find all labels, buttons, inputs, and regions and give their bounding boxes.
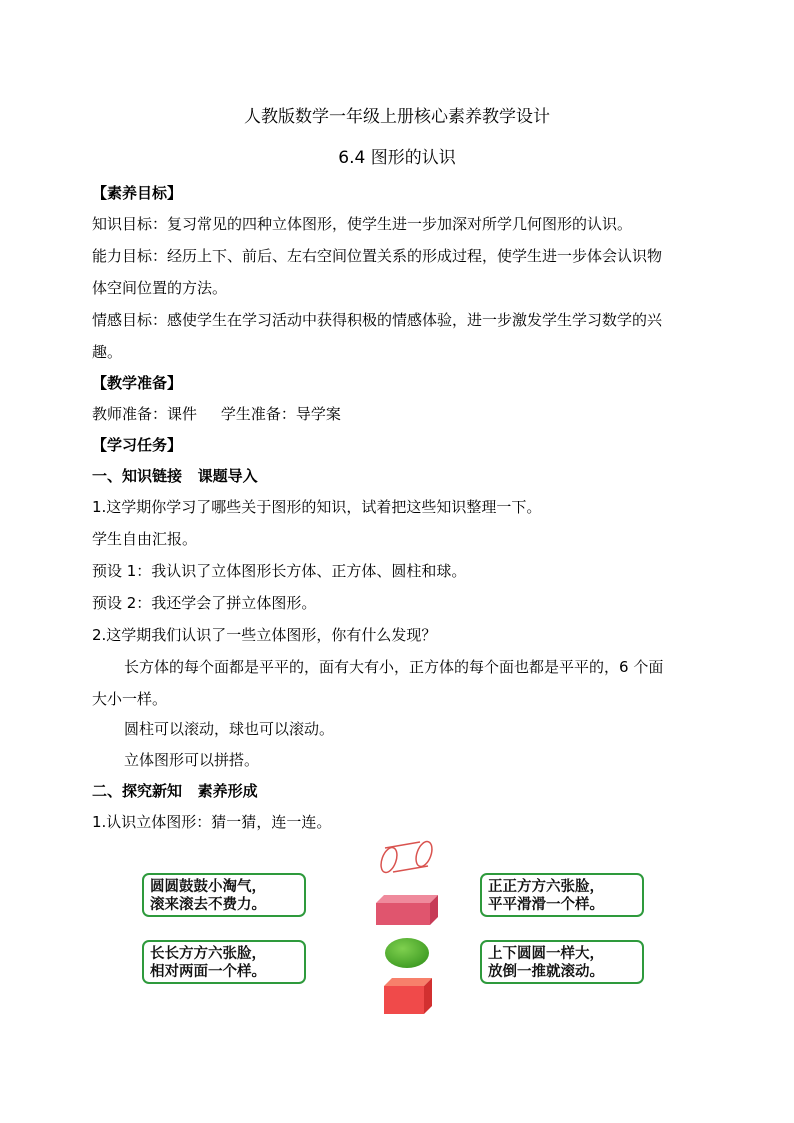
riddle-line: 长长方方六张脸，	[150, 946, 266, 962]
cylinder-icon[interactable]	[376, 838, 438, 878]
riddle-line: 平平滑滑一个样。	[488, 897, 604, 913]
emotion-goal-line-2: 趣。	[92, 343, 123, 361]
section-1-title: 一、知识链接 课题导入	[92, 467, 258, 485]
ability-goal-line-1: 能力目标：经历上下、前后、左右空间位置关系的形成过程，使学生进一步体会认识物	[92, 247, 663, 265]
question-3: 1.认识立体图形：猜一猜，连一连。	[92, 813, 332, 831]
question-1-answer: 学生自由汇报。	[92, 530, 198, 548]
cube-top-face	[384, 978, 432, 986]
cylinder-edge	[393, 866, 428, 872]
answer-2: 圆柱可以滚动，球也可以滚动。	[124, 720, 335, 738]
riddle-card-cuboid[interactable]	[142, 940, 306, 984]
answer-3: 立体图形可以拼搭。	[124, 751, 260, 769]
cuboid-top-face	[376, 895, 438, 903]
section-2-title: 二、探究新知 素养形成	[92, 782, 258, 800]
cylinder-edge	[385, 842, 420, 848]
riddle-line: 圆圆鼓鼓小淘气，	[150, 879, 266, 895]
knowledge-goal: 知识目标：复习常见的四种立体图形，使学生进一步加深对所学几何图形的认识。	[92, 215, 633, 233]
cylinder-end	[378, 845, 400, 874]
lesson-title: 6.4 图形的认识	[338, 148, 456, 168]
riddle-line: 上下圆圆一样大，	[488, 946, 604, 962]
sphere-icon[interactable]	[384, 937, 430, 969]
ability-goal-line-2: 体空间位置的方法。	[92, 279, 228, 297]
answer-1-line-1: 长方体的每个面都是平平的，面有大有小，正方体的每个面也都是平平的，6 个面	[124, 658, 664, 676]
prep-line: 教师准备：课件 学生准备：导学案	[92, 405, 341, 423]
emotion-goal-line-1: 情感目标：感使学生在学习活动中获得积极的情感体验，进一步激发学生学习数学的兴	[92, 311, 663, 329]
sphere-body	[385, 938, 429, 968]
tasks-heading: 【学习任务】	[92, 436, 183, 454]
question-2: 2.这学期我们认识了一些立体图形，你有什么发现？	[92, 626, 437, 644]
cuboid-icon[interactable]	[374, 893, 440, 927]
cylinder-end	[413, 839, 435, 868]
answer-1-line-2: 大小一样。	[92, 690, 168, 708]
riddle-card-ball[interactable]	[142, 873, 306, 917]
document-title: 人教版数学一年级上册核心素养教学设计	[244, 107, 550, 127]
goals-heading: 【素养目标】	[92, 184, 183, 202]
riddle-line: 滚来滚去不费力。	[150, 897, 266, 913]
preset-2: 预设 2：我还学会了拼立体图形。	[92, 594, 317, 612]
riddle-line: 放倒一推就滚动。	[488, 964, 604, 980]
cuboid-front-face	[376, 903, 430, 925]
cube-front-face	[384, 986, 424, 1014]
cube-icon[interactable]	[382, 976, 434, 1016]
riddle-card-cube[interactable]	[480, 873, 644, 917]
preset-1: 预设 1：我认识了立体图形长方体、正方体、圆柱和球。	[92, 562, 467, 580]
question-1: 1.这学期你学习了哪些关于图形的知识，试着把这些知识整理一下。	[92, 498, 542, 516]
prep-heading: 【教学准备】	[92, 374, 183, 392]
riddle-line: 相对两面一个样。	[150, 964, 266, 980]
riddle-line: 正正方方六张脸，	[488, 879, 604, 895]
riddle-card-cylinder[interactable]	[480, 940, 644, 984]
